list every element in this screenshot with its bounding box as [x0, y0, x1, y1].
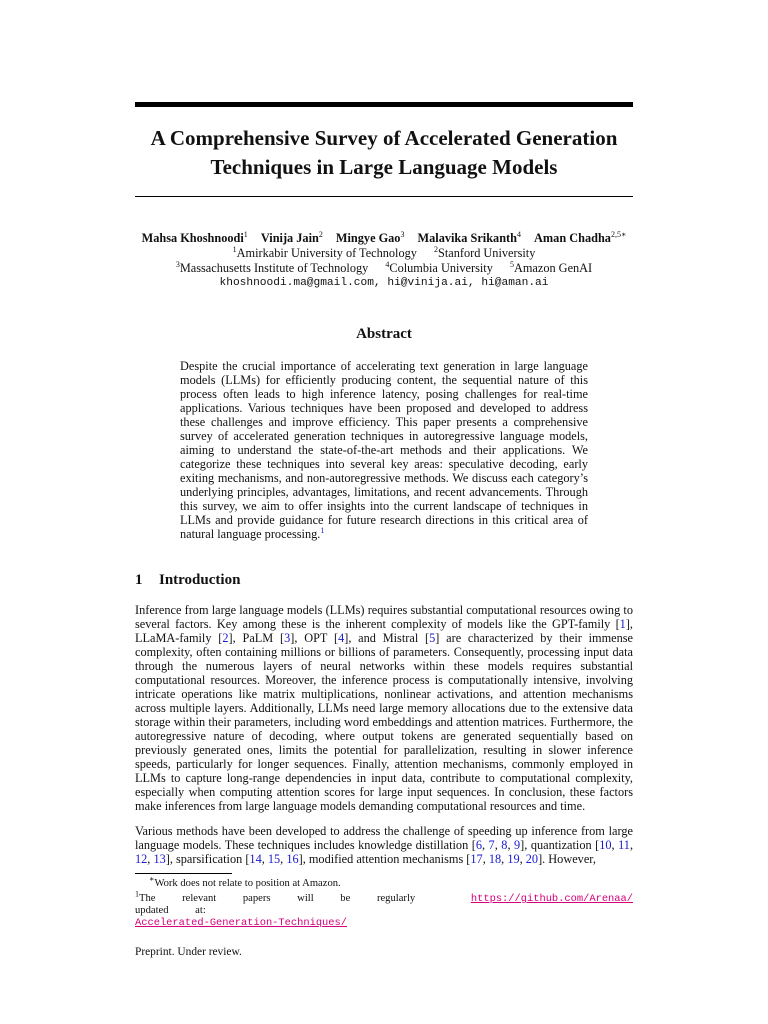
- author-list: [120, 231, 648, 246]
- preprint-notice: Preprint. Under review.: [135, 946, 242, 958]
- footnote-link[interactable]: 1: [320, 525, 325, 535]
- affiliation: $^5$Amazon GenAI: [509, 259, 593, 275]
- intro-paragraph-1: Inference from large language models (LLMs) requires substantial computational resources owing to several factors. Key among these is the inherent complexity of models like the GPT-family [1], LLaMA-family [2], PaLM [3], OPT [4], and Mistral [5] are characterized by their immense complexity, often containing millions or billions of parameters. Consequently, processing input data through the numerous layers of neural networks within these models requires substantial computational resources. Moreover, the inference process is computationally intensive, involving intricate operations like matrix multiplications, nonlinear activations, and attention mechanisms across multiple layers. Additionally, LLMs need large memory allocations due to the extensive data storage within their parameters, including word embeddings and attention matrices. Furthermore, the autoregressive nature of decoding, where output tokens are generated sequentially based on previously generated ones, limits the potential for parallelization, resulting in slower inference speeds, particularly for longer sequences. Finally, attention mechanisms, commonly employed in LLMs to capture long-range dependencies in input data, contribute to computational complexity, especially when computing attention scores for large input sequences. In conclusion, these factors make inferences from large language models demanding computational resources and time.: [135, 603, 634, 813]
- paper-title: [120, 124, 648, 182]
- citation-link[interactable]: 4: [338, 631, 345, 645]
- affiliation: $^1$Amirkabir University of Technology: [232, 244, 417, 260]
- citation-link[interactable]: 18: [488, 852, 502, 866]
- citation-link[interactable]: 16: [286, 852, 299, 866]
- repo-link-part-1[interactable]: https://github.com/Arenaa/: [470, 893, 633, 905]
- footnote-1: [135, 889, 633, 929]
- abstract-heading: Abstract: [356, 326, 412, 342]
- section-number: 1: [135, 572, 143, 588]
- citation-link[interactable]: 19: [507, 852, 520, 866]
- author: Aman Chadha$^{2,5∗}$: [534, 229, 627, 245]
- citation-link[interactable]: 17: [470, 852, 483, 866]
- citation-link[interactable]: 5: [429, 631, 436, 645]
- author: Vinija Jain$^2$: [260, 229, 323, 245]
- citation-link[interactable]: 13: [153, 852, 166, 866]
- section-heading: [135, 572, 240, 589]
- author: Mahsa Khoshnoodi$^1$: [141, 229, 248, 245]
- intro-paragraph-2: Various methods have been developed to address the challenge of speeding up inference from large language models. These techniques includes knowledge distillation [6, 7, 8, 9], quantization [10, 11, 12, 13], sparsification [14, 15, 16], modified attention mechanisms [17, 18, 19, 20]. However,: [135, 824, 634, 866]
- citation-link[interactable]: 12: [135, 852, 148, 866]
- citation-link[interactable]: 3: [284, 631, 291, 645]
- author-emails: khoshnoodi.ma@gmail.com, hi@vinija.ai, hi@aman.ai: [219, 277, 549, 289]
- citation-link[interactable]: 8: [501, 838, 508, 852]
- citation-link[interactable]: 15: [267, 852, 281, 866]
- citation-link[interactable]: 2: [222, 631, 229, 645]
- abstract-body: [180, 359, 588, 541]
- affiliation-line-1: [120, 246, 648, 261]
- citation-link[interactable]: 1: [619, 617, 626, 631]
- citation-link[interactable]: 7: [488, 838, 495, 852]
- footnote-1-line: $^1$The relevant papers will be regularly updated at: https://github.com/Arenaa/: [135, 889, 633, 916]
- footnote-star: ∗Work does not relate to position at Amazon.: [149, 874, 341, 889]
- citation-link[interactable]: 9: [514, 838, 521, 852]
- title-line-2: Techniques in Large Language Models: [210, 155, 558, 179]
- title-bottom-rule: [135, 196, 633, 197]
- title-top-rule: [135, 102, 633, 107]
- citation-link[interactable]: 11: [618, 838, 630, 852]
- citation-link[interactable]: 20: [525, 852, 539, 866]
- citation-link[interactable]: 10: [599, 838, 612, 852]
- citation-link[interactable]: 6: [475, 838, 482, 852]
- affiliation-line-2: [120, 261, 648, 276]
- author: Malavika Srikanth$^4$: [417, 229, 521, 245]
- affiliation: $^3$Massachusetts Institute of Technology: [175, 259, 369, 275]
- abstract-text: Despite the crucial importance of accelerating text generation in large language models (LLMs) for efficiently producing content, the sequential nature of this process often leads to high inference latency, posing challenges for real-time applications. Various techniques have been proposed and developed to address these challenges and improve efficiency. This paper presents a comprehensive survey of accelerated generation techniques in autoregressive language models, aiming to understand the state-of-the-art methods and their applications. We categorize these techniques into several key areas: speculative decoding, early exiting mechanisms, and non-autoregressive methods. We discuss each category’s underlying principles, advantages, limitations, and recent advancements. Through this survey, we aim to offer insights into the current landscape of techniques in LLMs and provide guidance for future research directions in this critical area of natural language processing.: [180, 359, 588, 541]
- affiliation: $^4$Columbia University: [385, 259, 493, 275]
- author: Mingye Gao$^3$: [335, 229, 405, 245]
- repo-link-part-2[interactable]: Accelerated-Generation-Techniques/: [135, 917, 348, 929]
- section-title: Introduction: [159, 572, 241, 588]
- title-line-1: A Comprehensive Survey of Accelerated Generation: [150, 126, 618, 150]
- citation-link[interactable]: 14: [249, 852, 262, 866]
- affiliation: $^2$Stanford University: [434, 244, 536, 260]
